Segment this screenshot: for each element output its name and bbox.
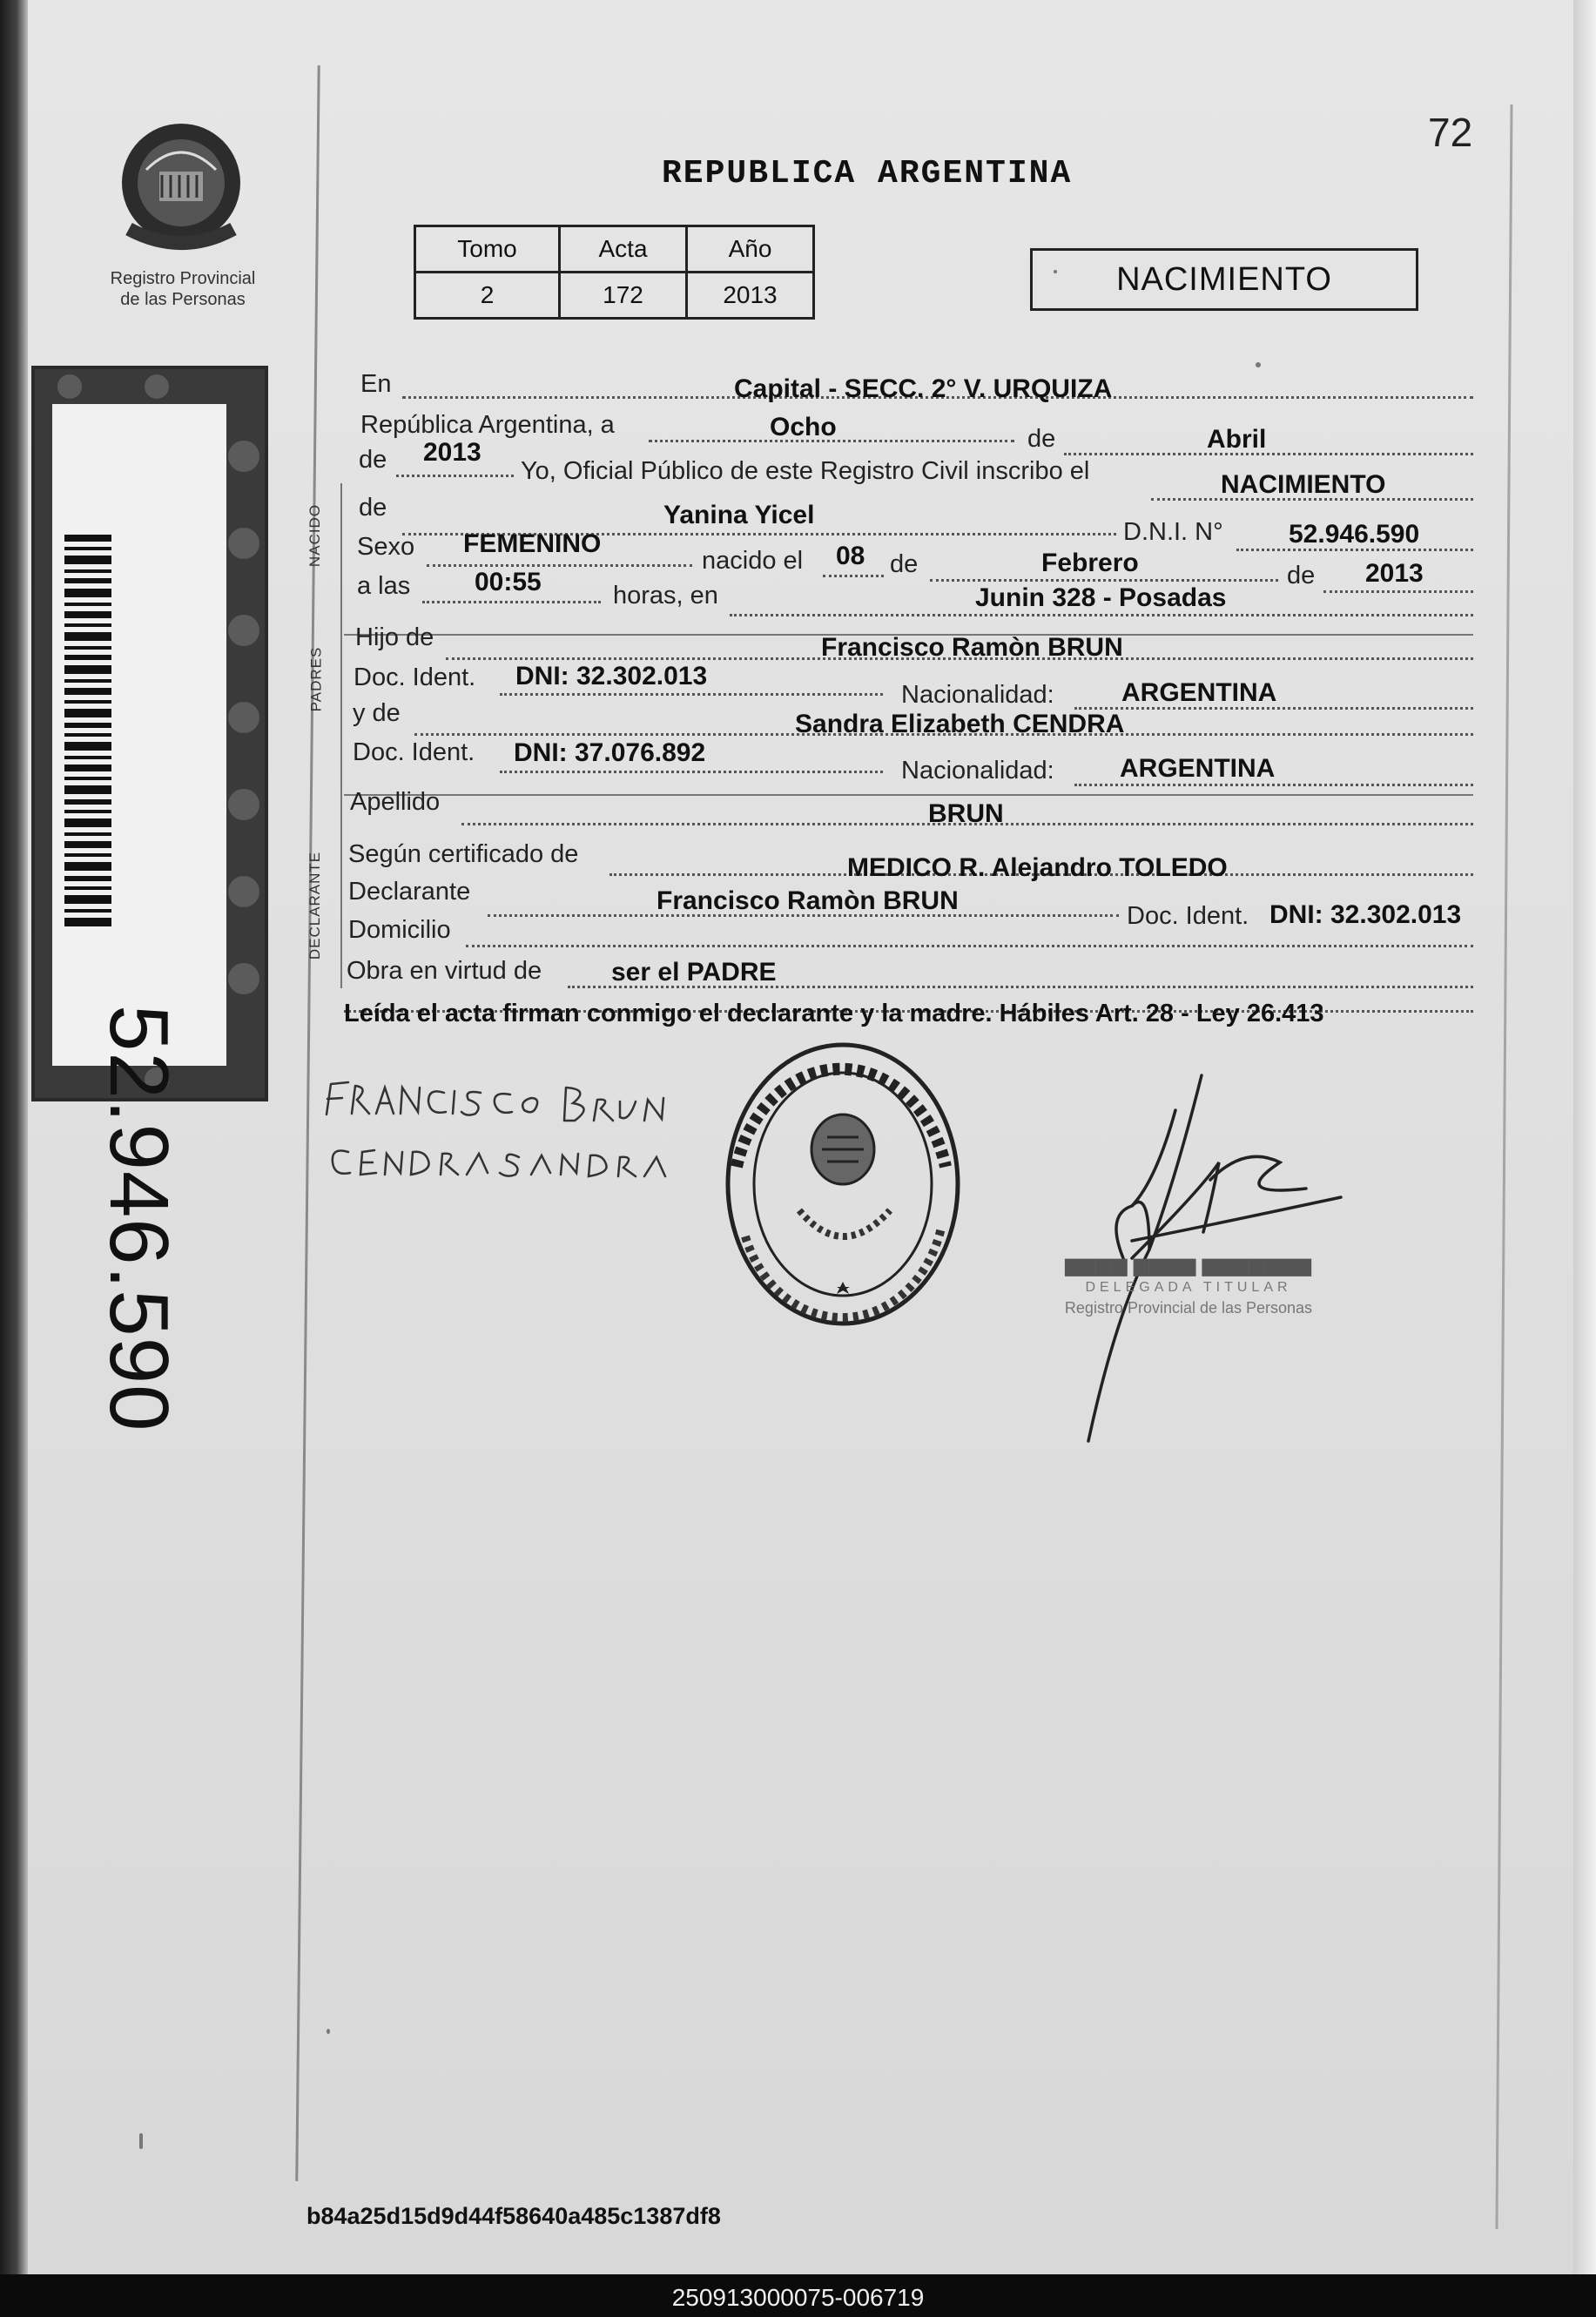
declarante-label: Declarante bbox=[348, 878, 471, 906]
a-las-label: a las bbox=[357, 572, 411, 600]
registry-name-line2: de las Personas bbox=[120, 290, 246, 309]
birth-month-value: Febrero bbox=[1041, 549, 1139, 577]
dni-value: 52.946.590 bbox=[1289, 520, 1420, 549]
de-label-4: de bbox=[1287, 562, 1316, 589]
acta-header: Acta bbox=[560, 226, 687, 273]
padres-section-rule bbox=[344, 794, 1473, 796]
mother-nationality-value: ARGENTINA bbox=[1120, 754, 1276, 783]
name-label: de bbox=[359, 494, 387, 522]
birth-year-value: 2013 bbox=[1365, 559, 1424, 588]
scan-speck bbox=[327, 2029, 330, 2034]
scan-speck bbox=[1054, 270, 1057, 273]
time-dots bbox=[422, 601, 601, 603]
page-edge bbox=[1573, 0, 1596, 2274]
barcode-bars bbox=[64, 535, 111, 926]
apellido-value: BRUN bbox=[928, 799, 1004, 828]
official-block bbox=[1014, 1254, 1363, 1317]
en-value: Capital - SECC. 2° V. URQUIZA bbox=[734, 374, 1113, 403]
mother-nationality-label: Nacionalidad: bbox=[901, 757, 1054, 785]
scan-speck bbox=[1256, 362, 1261, 367]
parent-signatures bbox=[313, 1075, 766, 1197]
sexo-value: FEMENINO bbox=[463, 529, 602, 558]
month-value: Abril bbox=[1207, 425, 1267, 454]
footer-document-id: 250913000075-006719 bbox=[671, 2284, 925, 2311]
de-label-1: de bbox=[1027, 425, 1056, 453]
official-name-blurred: ▆▆▆▆ ▆▆▆▆ ▆▆▆▆▆▆▆ bbox=[1065, 1254, 1312, 1276]
record-type-box: NACIMIENTO bbox=[1030, 248, 1418, 311]
record-table-header-row bbox=[415, 226, 814, 273]
book-spine bbox=[0, 0, 28, 2274]
declarante-doc-value: DNI: 32.302.013 bbox=[1269, 900, 1462, 929]
section-label-nacido: NACIDO bbox=[306, 503, 324, 568]
closing-statement: Leída el acta firman conmigo el declarante y la madre. Hábiles Art. 28 - Ley 26.413 bbox=[344, 1000, 1324, 1027]
time-value: 00:55 bbox=[475, 568, 542, 596]
year-value: 2013 bbox=[423, 438, 481, 467]
birth-year-dots bbox=[1323, 590, 1473, 593]
mother-value: Sandra Elizabeth CENDRA bbox=[795, 710, 1125, 738]
yde-label: y de bbox=[353, 699, 401, 727]
official-title: DELEGADA TITULAR bbox=[1085, 1280, 1292, 1295]
registry-name bbox=[87, 268, 279, 310]
horas-label: horas, en bbox=[613, 582, 718, 610]
certificado-value: MEDICO R. Alejandro TOLEDO bbox=[847, 853, 1228, 882]
mother-doc-value: DNI: 37.076.892 bbox=[514, 738, 706, 767]
domicilio-dots bbox=[466, 945, 1473, 947]
name-value: Yanina Yicel bbox=[663, 501, 815, 529]
barcode-sticker bbox=[52, 404, 226, 1432]
birth-month-dots bbox=[930, 579, 1278, 582]
mother-doc-label: Doc. Ident. bbox=[353, 738, 475, 766]
domicilio-label: Domicilio bbox=[348, 916, 451, 944]
barcode-dni-number: 52.946.590 bbox=[92, 1005, 185, 1432]
sexo-dots bbox=[427, 564, 692, 567]
de-label-3: de bbox=[890, 550, 919, 578]
father-doc-label: Doc. Ident. bbox=[354, 663, 476, 691]
barcode-label bbox=[31, 366, 268, 1432]
en-label: En bbox=[360, 370, 392, 398]
republica-label: República Argentina, a bbox=[360, 411, 615, 439]
father-doc-dots bbox=[500, 693, 883, 696]
yo-label: Yo, Oficial Público de este Registro Civil inscribo el bbox=[521, 457, 1090, 485]
birth-day-dots bbox=[823, 575, 884, 577]
sexo-label: Sexo bbox=[357, 533, 415, 561]
day-value: Ocho bbox=[770, 413, 837, 441]
record-table-value-row bbox=[415, 273, 814, 319]
tomo-header: Tomo bbox=[415, 226, 560, 273]
month-dots bbox=[1064, 453, 1473, 455]
father-nationality-label: Nacionalidad: bbox=[901, 681, 1054, 709]
document-hash: b84a25d15d9d44f58640a485c1387df8 bbox=[306, 2203, 721, 2229]
acta-value: 172 bbox=[560, 273, 687, 319]
nacido-label: nacido el bbox=[702, 547, 804, 575]
declarante-value: Francisco Ramòn BRUN bbox=[657, 886, 959, 915]
place-value: Junin 328 - Posadas bbox=[975, 583, 1227, 612]
birth-day-value: 08 bbox=[836, 542, 865, 570]
registry-stamp bbox=[719, 1036, 967, 1332]
declarante-doc-label: Doc. Ident. bbox=[1127, 902, 1249, 930]
section-divider-line bbox=[340, 483, 342, 988]
apellido-label: Apellido bbox=[350, 788, 441, 816]
obra-value: ser el PADRE bbox=[611, 958, 777, 987]
certificado-label: Según certificado de bbox=[348, 840, 579, 868]
section-label-declarante: DECLARANTE bbox=[306, 851, 324, 960]
anio-value: 2013 bbox=[687, 273, 814, 319]
obra-label: Obra en virtud de bbox=[347, 957, 542, 985]
place-dots bbox=[730, 614, 1473, 616]
document-title: REPUBLICA ARGENTINA bbox=[662, 155, 1073, 192]
father-doc-value: DNI: 32.302.013 bbox=[515, 662, 708, 690]
registry-name-line1: Registro Provincial bbox=[110, 269, 256, 288]
official-office: Registro Provincial de las Personas bbox=[1064, 1299, 1313, 1317]
page-number: 72 bbox=[1428, 110, 1473, 155]
father-nationality-value: ARGENTINA bbox=[1121, 678, 1277, 707]
de-label-2: de bbox=[359, 446, 387, 474]
tomo-value: 2 bbox=[415, 273, 560, 319]
mother-doc-dots bbox=[500, 771, 883, 773]
scan-speck bbox=[139, 2133, 143, 2149]
section-label-padres: PADRES bbox=[307, 646, 325, 712]
father-value: Francisco Ramòn BRUN bbox=[821, 633, 1123, 662]
mother-nationality-dots bbox=[1074, 784, 1473, 786]
record-table bbox=[414, 225, 815, 320]
year-dots bbox=[396, 475, 514, 477]
province-seal-logo bbox=[111, 118, 251, 257]
anio-header: Año bbox=[687, 226, 814, 273]
inscribe-value: NACIMIENTO bbox=[1221, 470, 1386, 499]
dni-label: D.N.I. N° bbox=[1123, 518, 1223, 546]
hijo-label: Hijo de bbox=[355, 623, 434, 651]
